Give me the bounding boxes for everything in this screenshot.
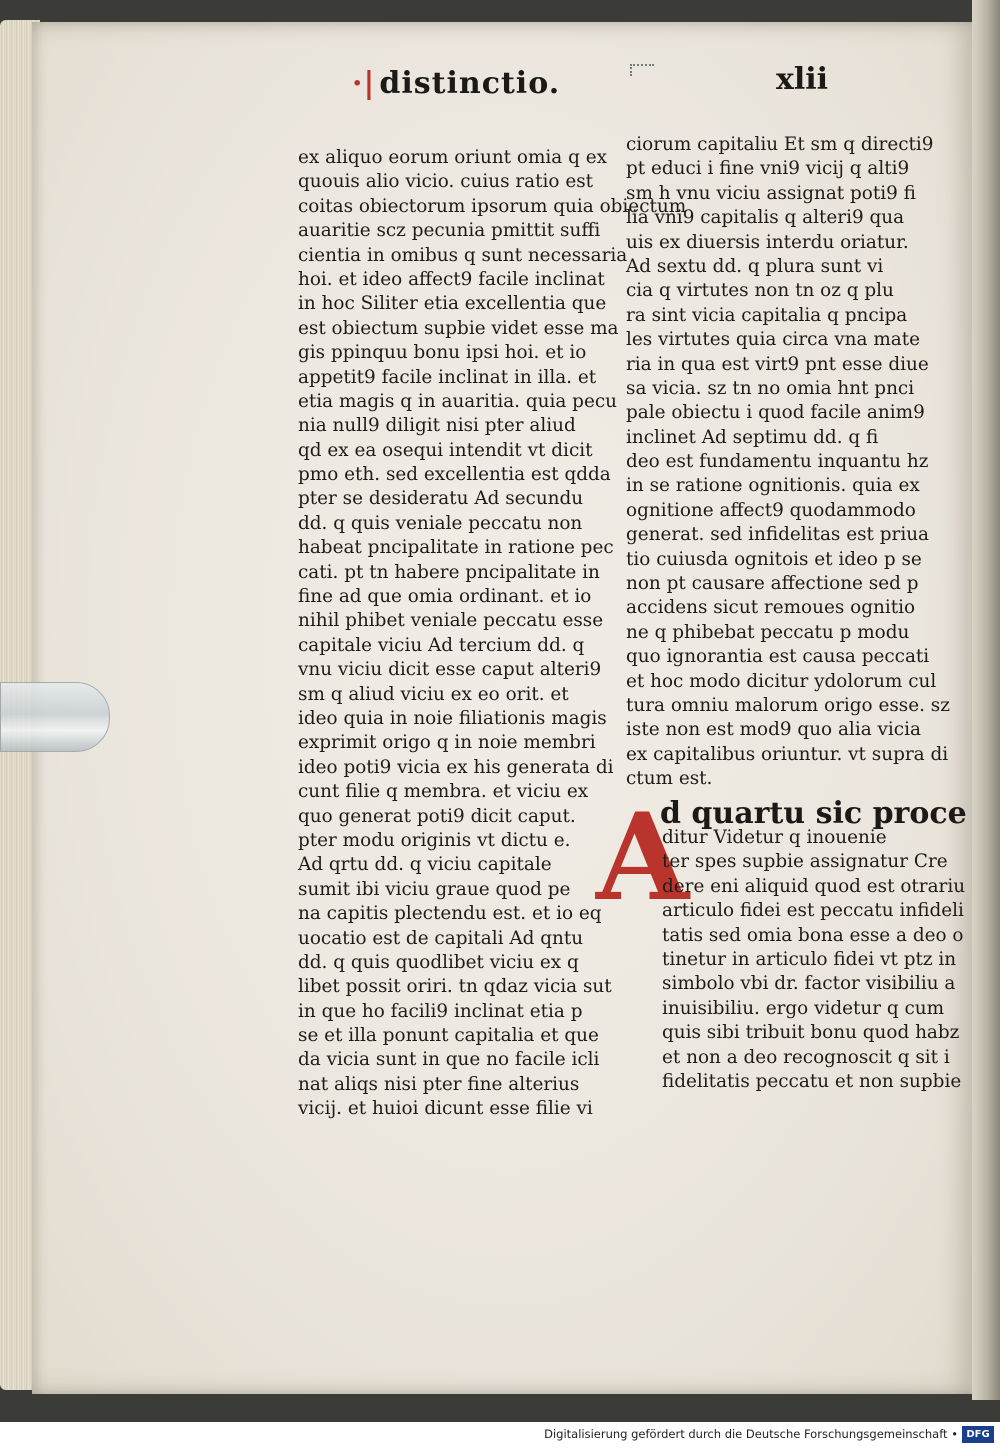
text-line: in que ho facili9 inclinat etia p [298,1000,583,1022]
text-line: pt educi i fine vni9 vicij q alti9 [626,158,910,180]
text-line: articulo fidei est peccatu infideli [662,900,964,922]
text-line: cunt filie q membra. et viciu ex [298,781,589,803]
text-line: les virtutes quia circa vna mate [626,329,921,351]
text-line: in se ratione ognitionis. quia ex [626,475,920,497]
text-line: cati. pt tn habere pncipalitate in [298,561,600,583]
text-line: uocatio est de capitali Ad qntu [298,927,584,949]
footer-credit: Digitalisierung gefördert durch die Deutsche Forschungsgemeinschaft • [544,1427,958,1441]
text-line: na capitis plectendu est. et io eq [298,903,602,925]
text-line: habeat pncipalitate in ratione pec [298,537,614,559]
text-line: dere eni aliquid quod est otrariu [662,875,966,897]
text-line: tura omniu malorum origo esse. sz [626,694,950,716]
text-line: deo est fundamentu inquantu hz [626,451,929,473]
section-heading: d quartu sic proce [660,796,967,831]
text-line: vicij. et huioi dicunt esse filie vi [298,1098,593,1120]
text-line: tatis sed omia bona esse a deo o [662,924,964,946]
text-line: simbolo vbi dr. factor visibiliu a [662,973,956,995]
text-line: quis sibi tribuit bonu quod habz [662,1022,960,1044]
text-line: cia q virtutes non tn oz q plu [626,280,894,302]
text-line: ex aliquo eorum oriunt omia q ex [298,147,607,168]
text-line: pter modu originis vt dictu e. [298,829,571,851]
text-line: ognitione affect9 quodammodo [626,499,916,521]
text-line: cientia in omibus q sunt necessaria [298,244,628,266]
text-line: quouis alio vicio. cuius ratio est [298,171,594,193]
text-line: hoi. et ideo affect9 facile inclinat [298,268,605,290]
text-line: et non a deo recognoscit q sit i [662,1046,950,1068]
decorated-initial: A [596,787,690,928]
text-line: nihil phibet veniale peccatu esse [298,610,604,632]
text-line: exprimit origo q in noie membri [298,732,596,754]
text-line: ideo quia in noie filiationis magis [298,707,607,729]
text-line: inuisibiliu. ergo videtur q cum [662,997,945,1019]
text-line: ctum est. [626,768,713,790]
text-line: sm q aliud viciu ex eo orit. et [298,683,569,705]
text-line: capitale viciu Ad tercium dd. q [298,634,585,656]
text-line: dd. q quis quodlibet viciu ex q [298,951,579,973]
right-text-column-continued [662,826,966,1094]
text-line: gis ppinquu bonu ipsi hoi. et io [298,342,587,364]
text-line: sa vicia. sz tn no omia hnt pnci [626,377,915,399]
binding-edge [972,0,1000,1400]
text-line: coitas obiectorum ipsorum quia obiectum [298,195,687,217]
text-line: fine ad que omia ordinant. et io [298,586,592,608]
right-text-column [626,133,950,792]
text-line: tinetur in articulo fidei vt ptz in [662,948,957,970]
text-line: est obiectum supbie videt esse ma [298,317,619,339]
rubric-mark-icon: ·| [352,66,376,101]
text-line: nat aliqs nisi pter fine alterius [298,1073,580,1095]
text-line: ciorum capitaliu Et sm q directi9 [626,134,934,155]
text-line: generat. sed infidelitas est priua [626,524,930,546]
text-line: Ad sextu dd. q plura sunt vi [626,255,884,277]
text-line: in hoc Siliter etia excellentia que [298,293,607,315]
text-line: quo ignorantia est causa peccati [626,646,930,668]
text-line: ex capitalibus oriuntur. vt supra di [626,743,949,765]
text-line: ra sint vicia capitalia q pncipa [626,304,908,326]
page-holder-clip [0,682,110,752]
text-line: inclinet Ad septimu dd. q fi [626,426,879,448]
dfg-logo: DFG [962,1426,994,1443]
text-line: qd ex ea osequi intendit vt dicit [298,439,593,461]
text-line: libet possit oriri. tn qdaz vicia sut [298,976,612,998]
text-line: etia magis q in auaritia. quia pecu [298,390,617,412]
running-title-text: distinctio. [379,66,561,101]
text-line: fidelitatis peccatu et non supbie [662,1070,962,1092]
text-line: ter spes supbie assignatur Cre [662,851,948,873]
text-line: pale obiectu i quod facile anim9 [626,402,925,424]
text-line: accidens sicut remoues ognitio [626,597,916,619]
footer-bar [0,1422,1000,1448]
text-line: pter se desideratu Ad secundu [298,488,584,510]
text-line: lia vni9 capitalis q alteri9 qua [626,207,905,229]
text-line: tio cuiusda ognitois et ideo p se [626,548,922,570]
text-line: da vicia sunt in que no facile icli [298,1049,600,1071]
text-line: auaritie scz pecunia pmittit suffi [298,220,601,242]
text-line: uis ex diuersis interdu oriatur. [626,231,909,253]
text-line: et hoc modo dicitur ydolorum cul [626,670,937,692]
running-title [352,66,560,101]
text-line: ideo poti9 vicia ex his generata di [298,756,614,778]
text-line: Ad qrtu dd. q viciu capitale [298,854,552,876]
text-line: quo generat poti9 dicit caput. [298,805,576,827]
text-line: dd. q quis veniale peccatu non [298,512,583,534]
text-line: ne q phibebat peccatu p modu [626,621,910,643]
folio-number: xlii [776,62,829,97]
text-line: sm h vnu viciu assignat poti9 fi [626,182,916,204]
text-line: ria in qua est virt9 pnt esse diue [626,353,929,375]
text-line: ditur Videtur q inouenie [662,827,887,848]
text-line: se et illa ponunt capitalia et que [298,1025,599,1047]
text-line: nia null9 diligit nisi pter aliud [298,415,576,437]
text-line: iste non est mod9 quo alia vicia [626,719,921,741]
text-line: sumit ibi viciu graue quod pe [298,878,571,900]
corner-mark [630,64,654,76]
text-line: non pt causare affectione sed p [626,573,919,595]
text-line: vnu viciu dicit esse caput alteri9 [298,659,602,681]
text-line: pmo eth. sed excellentia est qdda [298,464,611,486]
text-line: appetit9 facile inclinat in illa. et [298,366,597,388]
